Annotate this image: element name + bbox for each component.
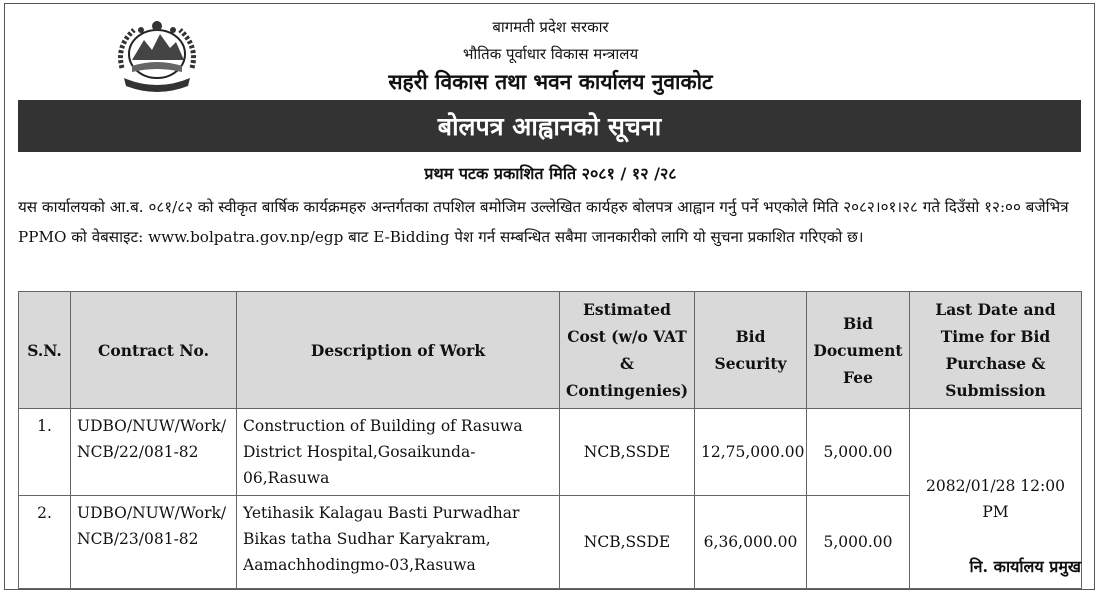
row-bid-document-fee: 5,000.00 bbox=[807, 409, 910, 496]
province-government-title: बागमती प्रदेश सरकार bbox=[492, 18, 609, 36]
row-last-date: 2082/01/28 12:00 PM bbox=[910, 409, 1082, 589]
signature-office-chief: नि. कार्यालय प्रमुख bbox=[969, 557, 1081, 576]
bid-table bbox=[18, 291, 1082, 589]
office-title: सहरी विकास तथा भवन कार्यालय नुवाकोट bbox=[388, 69, 713, 94]
row-description: Yetihasik Kalagau Basti Purwadhar Bikas tatha Sudhar Karyakram, Aamachhodingmo-03,Rasuwa bbox=[237, 496, 560, 589]
header-last-date: Last Date and Time for Bid Purchase & Submission bbox=[910, 292, 1082, 409]
table-header-row bbox=[19, 292, 1082, 409]
header-sn: S.N. bbox=[19, 292, 71, 409]
notice-body-text: यस कार्यालयको आ.ब. ०८१/८२ को स्वीकृत बार्षिक कार्यक्रमहरु अन्तर्गतका तपशिल बमोजिम उल्लेखित कार्यहरु बोलपत्र आह्वान गर्नु पर्ने भएकोले मिति २०८२।०१।२८ गते दिउँसो १२:०० बजेभित्र PPMO को वेबसाइट: www.bolpatra.gov.np/egp बाट E-Bidding पेश गर्न सम्बन्धित सबैमा जानकारीको लागि यो सुचना प्रकाशित गरिएको छ। bbox=[18, 198, 1069, 246]
header-contract-no: Contract No. bbox=[71, 292, 237, 409]
header-bid-document-fee: Bid Document Fee bbox=[807, 292, 910, 409]
table-row bbox=[19, 409, 1082, 496]
header-estimated-cost: Estimated Cost (w/o VAT & Contingenies) bbox=[560, 292, 695, 409]
row-contract-no: UDBO/NUW/Work/ NCB/23/081-82 bbox=[71, 496, 237, 589]
header-description: Description of Work bbox=[237, 292, 560, 409]
row-estimated-cost: NCB,SSDE bbox=[560, 409, 695, 496]
notice-title-banner: बोलपत्र आह्वानको सूचना bbox=[18, 100, 1081, 152]
row-bid-document-fee: 5,000.00 bbox=[807, 496, 910, 589]
header-bid-security: Bid Security bbox=[695, 292, 807, 409]
row-bid-security: 12,75,000.00 bbox=[695, 409, 807, 496]
row-estimated-cost: NCB,SSDE bbox=[560, 496, 695, 589]
publication-date: प्रथम पटक प्रकाशित मिति २०८१ / १२ /२८ bbox=[424, 164, 677, 183]
ministry-title: भौतिक पूर्वाधार विकास मन्त्रालय bbox=[462, 45, 639, 63]
row-description: Construction of Building of Rasuwa District Hospital,Gosaikunda-06,Rasuwa bbox=[237, 409, 560, 496]
row-bid-security: 6,36,000.00 bbox=[695, 496, 807, 589]
row-contract-no: UDBO/NUW/Work/ NCB/22/081-82 bbox=[71, 409, 237, 496]
row-sn: 1. bbox=[19, 409, 71, 496]
row-sn: 2. bbox=[19, 496, 71, 589]
